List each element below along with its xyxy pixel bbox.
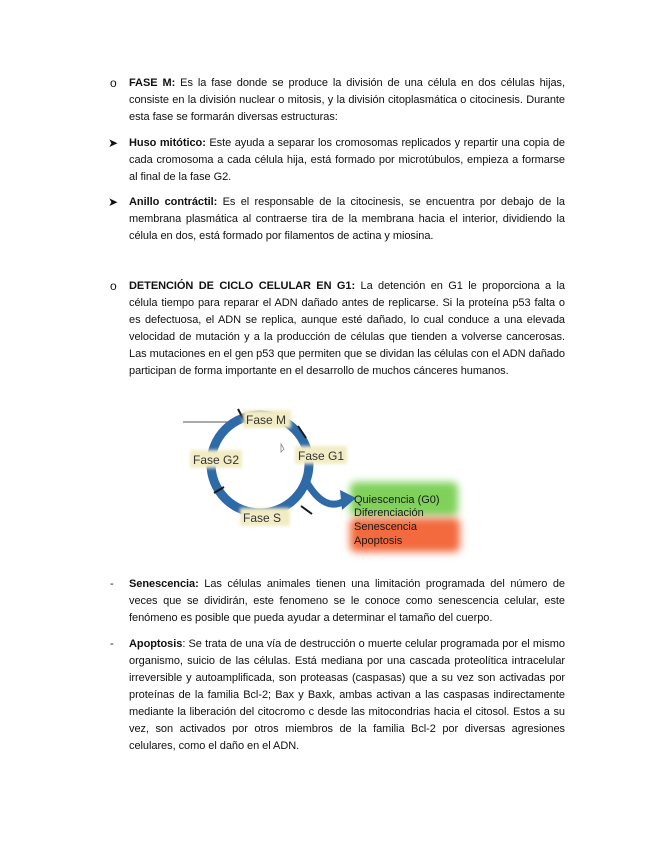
anillo-paragraph — [129, 194, 565, 245]
outcome-apoptosis: Apoptosis — [354, 535, 403, 547]
senescencia-text: Las células animales tienen una limitación programada del número de veces que se dividirán, este fenomeno se le conoce como senescencia celular, este fenómeno es posible que pueda ayudar a determinar el tamaño del cuerpo. — [129, 578, 565, 624]
phase-g1-label: Fase G1 — [298, 449, 345, 463]
bullet-dash: - — [110, 578, 114, 590]
huso-paragraph — [129, 135, 565, 186]
cell-cycle-svg — [180, 406, 470, 566]
tick-mark — [301, 506, 312, 514]
bullet-circle: o — [110, 279, 117, 293]
fase-m-text: Es la fase donde se produce la división de una célula en dos células hijas, consiste en la división nuclear o mitosis, y la división citoplasmática o citocinesis. Durante esta fase se formarán diversas estructuras: — [129, 77, 565, 123]
detencion-paragraph — [129, 278, 565, 380]
detencion-title: DETENCIÓN DE CICLO CELULAR EN G1: — [129, 280, 356, 292]
bullet-dash: - — [110, 638, 114, 650]
apoptosis-paragraph — [129, 636, 565, 755]
outcome-quiescencia: Quiescencia (G0) — [354, 494, 440, 506]
fase-m-paragraph — [129, 75, 565, 126]
bullet-arrow: ➤ — [108, 195, 119, 209]
bullet-circle: o — [110, 76, 117, 90]
phase-m-label: Fase M — [246, 413, 287, 427]
cell-cycle-diagram — [180, 406, 470, 566]
phase-s-label: Fase S — [243, 511, 282, 525]
anillo-text: Es el responsable de la citocinesis, se encuentra por debajo de la membrana plasmática al contraerse tira de la membrana hacia el interior, dividiendo la célula en dos, está formado por filamentos de actina y miosina. — [129, 196, 565, 242]
exit-arrow — [306, 481, 346, 504]
bullet-arrow: ➤ — [108, 136, 119, 150]
senescencia-title: Senescencia: — [129, 578, 199, 590]
senescencia-paragraph — [129, 576, 565, 627]
phase-g2-label: Fase G2 — [193, 453, 240, 467]
cursor-icon — [281, 444, 284, 452]
detencion-text: La detención en G1 le proporciona a la célula tiempo para reparar el ADN dañado antes de replicarse. Si la proteína p53 falta o es defectuosa, el ADN se replica, aunque esté dañado, lo cual conduce a una elevada velocidad de mutación y a la producción de células que tienden a volverse cancerosas. Las mutaciones en el gen p53 que permiten que se dividan las células con el ADN dañado participan de forma importante en el desarrollo de muchos cánceres humanos. — [129, 280, 565, 377]
outcome-senescencia: Senescencia — [354, 521, 417, 533]
anillo-title: Anillo contráctil: — [129, 196, 218, 208]
fase-m-title: FASE M: — [129, 77, 176, 89]
outcome-diferenciacion: Diferenciación — [354, 507, 424, 519]
apoptosis-title: Apoptosis — [129, 638, 183, 650]
huso-title: Huso mitótico: — [129, 137, 206, 149]
huso-text: Este ayuda a separar los cromosomas replicados y repartir una copia de cada cromosoma a cada célula hija, está formado por microtúbulos, empieza a formarse al final de la fase G2. — [129, 137, 565, 183]
apoptosis-text: : Se trata de una vía de destrucción o muerte celular programada por el mismo organismo, suicio de las células. Está mediana por una cascada proteolítica intracelular irreversible y autoamplificada, son proteasas (caspasas) que a su vez son activadas por proteínas de la familia Bcl-2; Bax y Baxk, ambas activan a las caspasas indirectamente mediante la liberación del citocromo c desde las mitocondrias hacia el citosol. Estos a su vez, son activados por otros miembros de la familia Bcl-2 por diversas agresiones celulares, como el daño en el ADN. — [129, 638, 565, 752]
